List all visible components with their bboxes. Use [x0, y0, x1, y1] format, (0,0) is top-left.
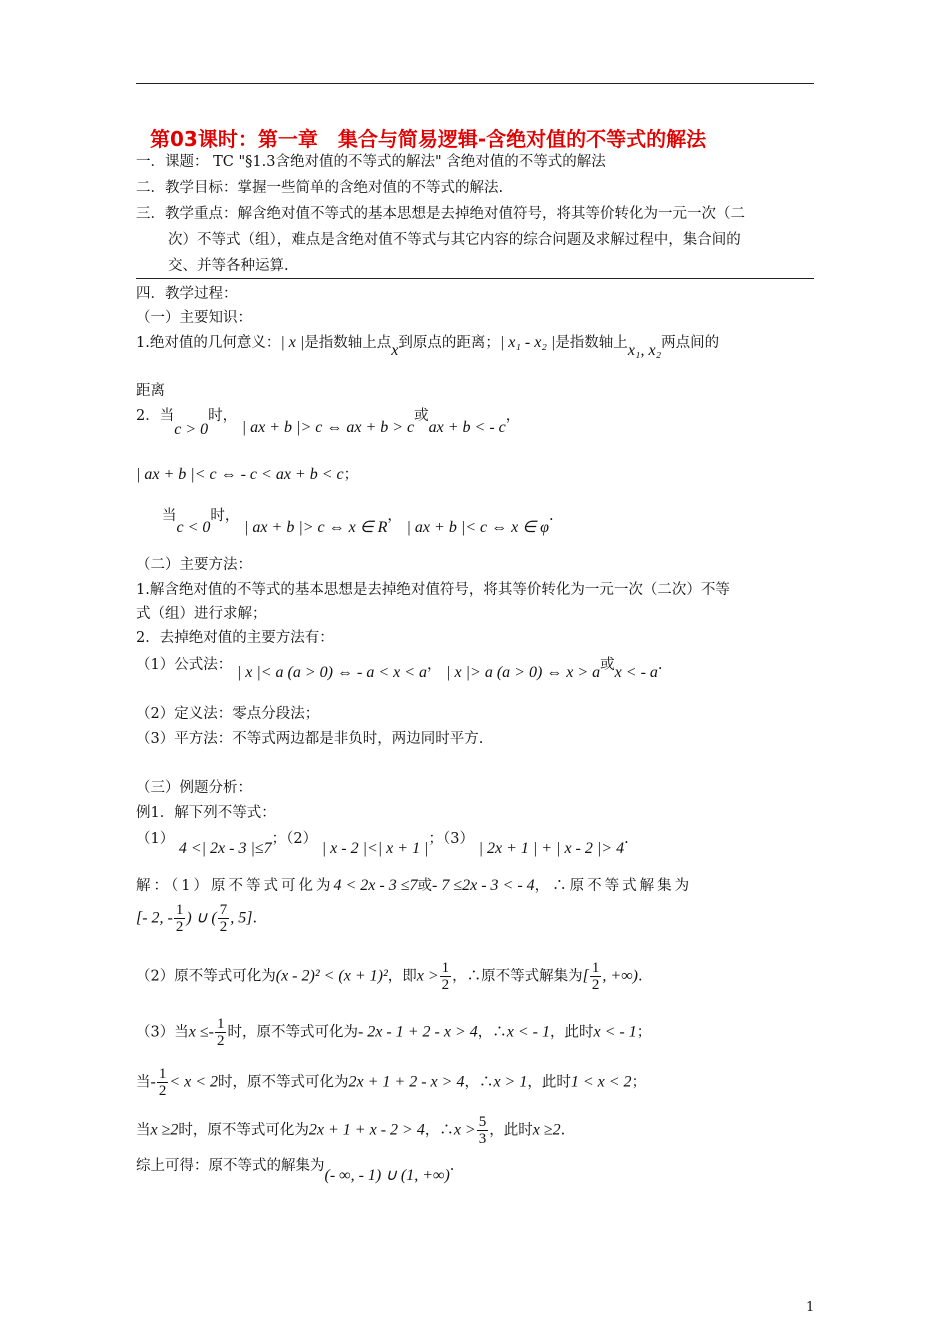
text: 时，原不等式可化为	[227, 1024, 358, 1041]
text: （1）公式法：	[136, 657, 233, 673]
answer-conclusion	[136, 1156, 455, 1184]
math: | ax + b |< c ⇔ x ∈ φ	[406, 519, 550, 536]
math: ax + b < - c	[428, 419, 506, 436]
answer-1	[136, 876, 692, 896]
method-1b: 式（组）进行求解；	[136, 606, 267, 622]
math: x < - 1	[593, 1023, 637, 1041]
focus-line-3: 交、并等各种运算.	[168, 258, 289, 274]
text: 到原点的距离；	[398, 335, 500, 351]
math: - 2x - 1 + 2 - x > 4	[357, 1023, 478, 1041]
numerator: 1	[441, 960, 450, 976]
section-rule	[136, 278, 814, 279]
text: ，	[427, 657, 442, 673]
fraction	[215, 1016, 227, 1049]
math: ) ∪ (	[186, 909, 217, 927]
focus-line-2: 次）不等式（组），难点是含绝对值不等式与其它内容的综合问题及求解过程中，集合间的	[168, 232, 741, 248]
text: 时，原不等式可化为	[178, 1122, 309, 1139]
text: 时，	[208, 408, 238, 424]
method-2: 2．去掉绝对值的主要方法有：	[136, 630, 334, 646]
math: x >	[416, 967, 439, 985]
method-heading: （二）主要方法：	[136, 557, 252, 573]
answer-2	[136, 960, 643, 993]
text: ，∴	[477, 1024, 507, 1041]
knowledge-2	[136, 406, 521, 438]
text: ，∴原不等式解集为	[534, 878, 693, 894]
text: 当	[136, 1122, 151, 1139]
math: [- 2, -	[136, 909, 173, 927]
fraction	[590, 960, 602, 993]
numerator: 5	[478, 1114, 487, 1130]
math: , +∞)	[602, 967, 638, 985]
method-3	[136, 655, 663, 681]
text: 或	[600, 657, 615, 673]
knowledge-heading: （一）主要知识：	[136, 310, 252, 326]
text: ，此时	[549, 1024, 594, 1041]
text: 时，	[210, 508, 240, 524]
math: | x |< a (a > 0) ⇔ - a < x < a	[236, 664, 428, 681]
math: (x - 2)² < (x + 1)²	[275, 967, 388, 985]
text: （3）当	[136, 1024, 189, 1041]
numerator: 1	[175, 902, 184, 918]
math: | x |> a (a > 0) ⇔ x > a	[446, 664, 601, 681]
text: .	[624, 831, 629, 847]
math: - 7 ≤2x - 3 < - 4	[432, 877, 535, 894]
knowledge-3	[162, 506, 554, 536]
example-1: 例1．解下列不等式：	[136, 805, 276, 821]
text: .	[449, 1158, 455, 1174]
text: （1）	[136, 831, 175, 847]
math: | x₁ - x₂ |	[499, 334, 556, 351]
text: 2．当	[136, 408, 175, 424]
text: .	[252, 910, 258, 927]
text: 解：（1）原不等式可化为	[136, 878, 334, 894]
process-heading: 四．教学过程：	[136, 286, 238, 302]
text: 是指数轴上点	[304, 335, 392, 351]
text: ，∴	[464, 1074, 494, 1091]
text: 两点间的	[661, 335, 720, 351]
objective-line: 二．教学目标：掌握一些简单的含绝对值的不等式的解法.	[136, 180, 504, 196]
numerator: 7	[219, 902, 228, 918]
text: ，此时	[489, 1122, 533, 1139]
text: ；（2）	[271, 831, 318, 847]
math: (- ∞, - 1) ∪ (1, +∞)	[324, 1167, 450, 1184]
math: x ≥2	[532, 1121, 561, 1139]
numerator: 1	[216, 1016, 225, 1032]
numerator: 1	[591, 960, 600, 976]
fraction	[477, 1114, 489, 1147]
numerator: 1	[158, 1066, 167, 1082]
page-title: 第03课时：第一章 集合与简易逻辑-含绝对值的不等式的解法	[150, 127, 707, 151]
text: ，∴原不等式解集为	[452, 968, 583, 985]
page-number: 1	[806, 1300, 815, 1315]
answer-3c	[136, 1114, 565, 1147]
text: ，即	[387, 968, 417, 985]
denominator: 2	[216, 1033, 225, 1049]
fraction	[218, 902, 230, 935]
answer-1-set	[136, 902, 257, 935]
text: ；	[636, 1024, 652, 1041]
answer-3	[136, 1016, 651, 1049]
math: x ≥2	[150, 1121, 179, 1139]
knowledge-1	[136, 333, 720, 359]
method-4: （2）定义法：零点分段法；	[136, 706, 320, 722]
denominator: 2	[441, 977, 450, 993]
topic-line: 一．课题： TC "§1.3含绝对值的不等式的解法" 含绝对值的不等式的解法	[136, 154, 606, 170]
math: x < - 1	[506, 1023, 550, 1041]
denominator: 2	[175, 919, 184, 935]
math: -	[150, 1073, 156, 1091]
math: , 5]	[230, 909, 253, 927]
text: 或	[417, 878, 432, 894]
fraction	[174, 902, 186, 935]
denominator: 2	[591, 977, 600, 993]
text: 时，原不等式可化为	[218, 1074, 349, 1091]
text: ，	[505, 408, 521, 424]
math: 4 <| 2x - 3 |≤7	[178, 840, 272, 857]
math: | 2x + 1 | + | x - 2 |> 4	[478, 840, 625, 857]
math: x₁, x₂	[627, 342, 662, 359]
text: ；（3）	[428, 831, 474, 847]
denominator: 2	[219, 919, 228, 935]
math: x ≤-	[188, 1023, 214, 1041]
text: 是指数轴上	[555, 335, 628, 351]
text: ，此时	[527, 1074, 571, 1091]
math: 2x + 1 + x - 2 > 4	[308, 1121, 425, 1139]
math: 1 < x < 2	[570, 1073, 632, 1091]
text: ；	[631, 1074, 647, 1091]
focus-line-1: 三．教学重点：解含绝对值不等式的基本思想是去掉绝对值符号，将其等价转化为一元一次（二	[136, 206, 745, 222]
math: c > 0	[174, 421, 209, 438]
text: .	[560, 1122, 566, 1139]
math: x > 1	[493, 1073, 528, 1091]
denominator: 3	[478, 1131, 487, 1147]
text: （2）原不等式可化为	[136, 968, 276, 985]
math: [	[582, 967, 589, 985]
math: x	[391, 342, 399, 359]
math: 2x + 1 + 2 - x > 4	[348, 1073, 465, 1091]
math: | ax + b |< c ⇔ - c < ax + b < c	[136, 466, 344, 483]
math: 4 < 2x - 3 ≤7	[333, 877, 418, 894]
denominator: 2	[158, 1083, 167, 1099]
text: 当	[136, 1074, 151, 1091]
top-rule	[136, 83, 814, 84]
text: 综上可得：原不等式的解集为	[136, 1158, 325, 1174]
math: | ax + b |> c ⇔ x ∈ R	[244, 519, 388, 536]
math: | ax + b |> c ⇔ ax + b > c	[241, 419, 415, 436]
knowledge-2b	[136, 465, 358, 485]
fraction	[440, 960, 452, 993]
fraction	[157, 1066, 169, 1099]
text: .	[657, 657, 663, 673]
text: .	[637, 968, 643, 985]
answer-3b	[136, 1066, 646, 1099]
text: .	[549, 508, 554, 524]
math: x < - a	[614, 664, 658, 681]
knowledge-1-cont: 距离	[136, 383, 165, 399]
examples-heading: （三）例题分析：	[136, 780, 252, 796]
math: c < 0	[176, 519, 211, 536]
text: ，	[387, 508, 402, 524]
method-5: （3）平方法：不等式两边都是非负时，两边同时平方.	[136, 731, 484, 747]
text: 当	[162, 508, 177, 524]
method-1a: 1.解含绝对值的不等式的基本思想是去掉绝对值符号，将其等价转化为一元一次（二次）不等	[136, 582, 730, 598]
text: 或	[414, 408, 429, 424]
math: < x < 2	[169, 1073, 219, 1091]
example-1-items	[136, 829, 629, 857]
math: | x - 2 |<| x + 1 |	[321, 840, 429, 857]
text: 1.绝对值的几何意义：	[136, 335, 281, 351]
text: ，∴	[424, 1122, 454, 1139]
text: ；	[343, 467, 359, 483]
math: | x |	[280, 334, 305, 351]
math: x >	[453, 1121, 476, 1139]
